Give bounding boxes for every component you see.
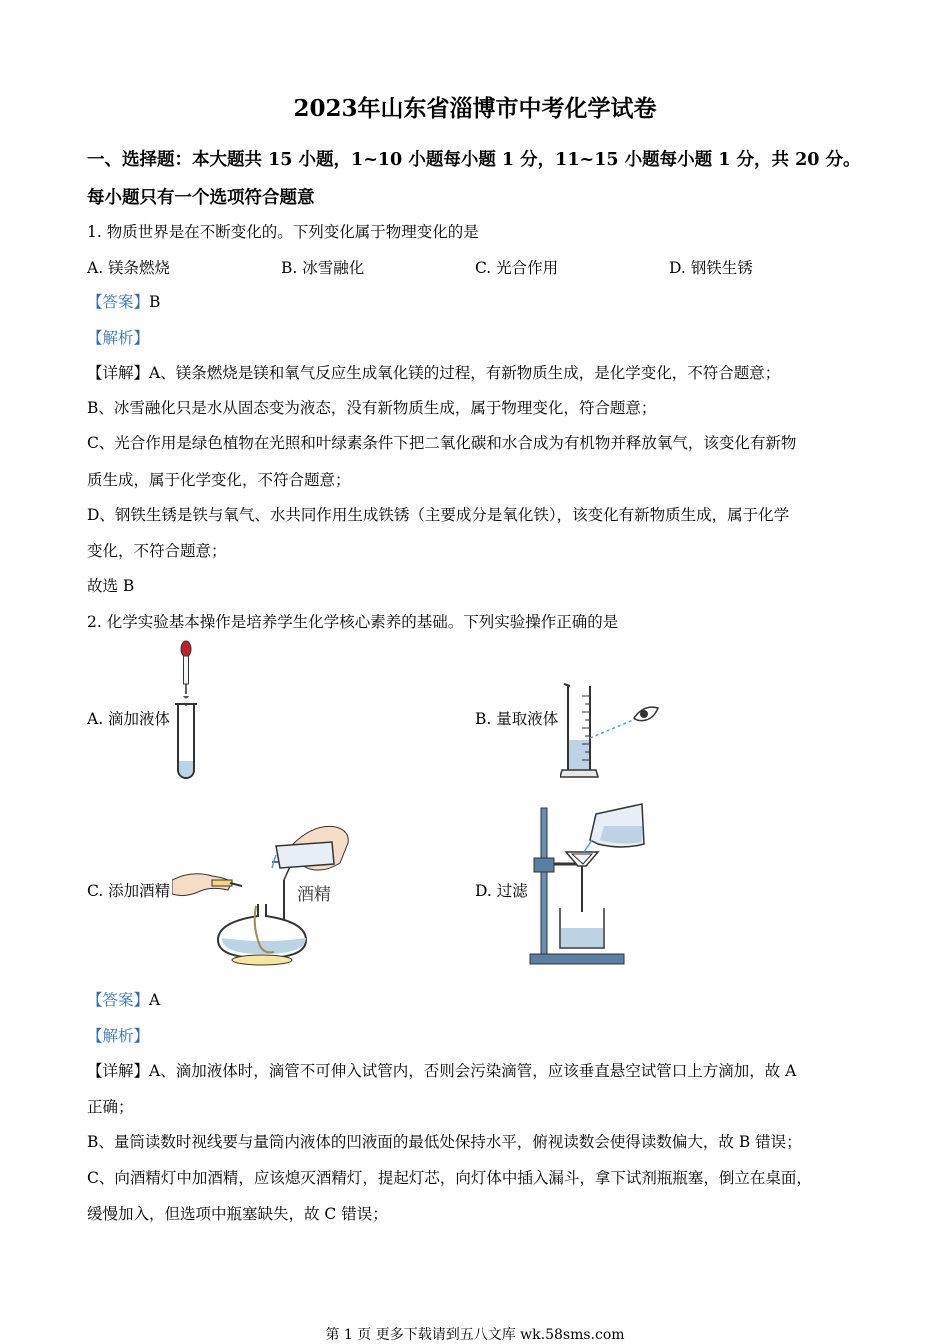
section-heading: 一、选择题：本大题共 15 小题，1~10 小题每小题 1 分，11~15 小题每小题 1 分，共 20 分。 [87,150,861,170]
answer-label: 【答案】 [87,991,150,1009]
q1-detail-line: D、钢铁生锈是铁与氧气、水共同作用生成铁锈（主要成分是氧化铁），该变化有新物质生成，属于化学 [87,506,790,524]
q1-option-c: C. 光合作用 [475,259,559,277]
q1-stem: 1. 物质世界是在不断变化的。下列变化属于物理变化的是 [87,223,479,241]
dropper-test-tube-figure [168,640,208,782]
q1-detail-line: 故选 B [87,577,135,595]
q1-detail-line: B、冰雪融化只是水从固态变为液态，没有新物质生成，属于物理变化，符合题意； [87,399,657,417]
q2-stem: 2. 化学实验基本操作是培养学生化学核心素养的基础。下列实验操作正确的是 [87,613,619,631]
q2-detail-line: 【详解】A、滴加液体时，滴管不可伸入试管内，否则会污染滴管，应该垂直悬空试管口上方滴加，故 A [87,1062,797,1080]
q1-analysis-label: 【解析】 [87,329,150,347]
answer-label: 【答案】 [87,293,150,311]
q1-option-d: D. 钢铁生锈 [669,259,753,277]
q1-detail-line: 质生成，属于化学变化，不符合题意； [87,471,351,489]
alcohol-lamp-figure [172,820,352,968]
q2-detail-line: 缓慢加入，但选项中瓶塞缺失，故 C 错误； [87,1205,388,1223]
q2-detail-line: 正确； [87,1098,134,1116]
q1-detail-line: 变化，不符合题意； [87,542,227,560]
q1-detail-line: C、光合作用是绿色植物在光照和叶绿素条件下把二氧化碳和水合成为有机物并释放氧气，该变化有新物 [87,434,797,452]
q2-detail-line: B、量筒读数时视线要与量筒内液体的凹液面的最低处保持水平，俯视读数会使得读数偏大，故 B 错误； [87,1133,802,1151]
page-footer: 第 1 页 更多下载请到五八文库 wk.58sms.com [325,1327,625,1343]
q1-option-a: A. 镁条燃烧 [87,259,171,277]
q2-option-a: A. 滴加液体 [87,710,171,728]
section-heading-cont: 每小题只有一个选项符合题意 [87,188,315,208]
answer-value: A [149,991,161,1009]
page-title: 2023年山东省淄博市中考化学试卷 [293,95,657,122]
q1-detail-line: 【详解】A、镁条燃烧是镁和氧气反应生成氧化镁的过程，有新物质生成，是化学变化，不符合题意； [87,364,781,382]
q2-analysis-label: 【解析】 [87,1027,150,1045]
q2-option-d: D. 过滤 [475,882,528,900]
filtration-figure [528,800,648,968]
q1-answer [87,290,160,312]
alcohol-label: 酒精 [297,885,331,905]
graduated-cylinder-figure [560,680,665,782]
q2-answer [87,988,160,1010]
q2-detail-line: C、向酒精灯中加酒精，应该熄灭酒精灯，提起灯芯，向灯体中插入漏斗，拿下试剂瓶瓶塞，倒立在桌面， [87,1169,812,1187]
q2-option-b: B. 量取液体 [475,710,559,728]
q1-option-b: B. 冰雪融化 [281,259,365,277]
q2-option-c: C. 添加酒精 [87,882,171,900]
answer-value: B [149,293,161,311]
